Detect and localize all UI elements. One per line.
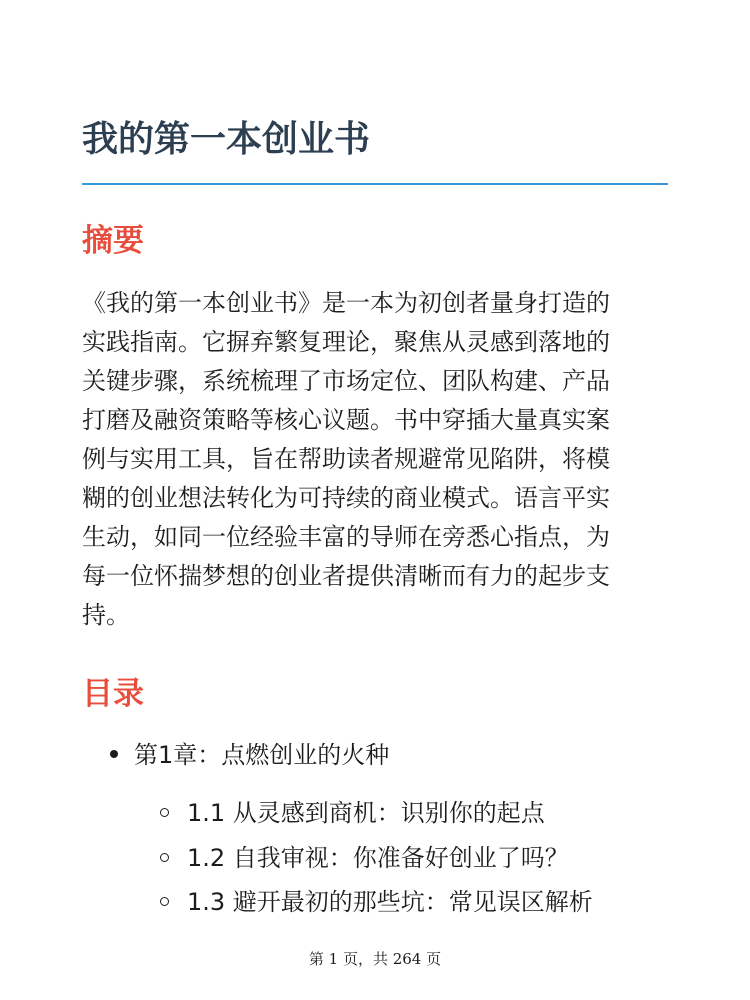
bullet-disc-icon bbox=[110, 750, 118, 758]
toc-section-label: 1.2 自我审视：你准备好创业了吗？ bbox=[187, 844, 569, 872]
toc-section-item[interactable] bbox=[160, 885, 593, 919]
abstract-line: 生动，如同一位经验丰富的导师在旁悉心指点，为 bbox=[82, 523, 610, 551]
bullet-circle-icon bbox=[160, 808, 169, 817]
abstract-paragraph bbox=[82, 284, 682, 635]
abstract-line: 持。 bbox=[82, 601, 130, 629]
abstract-line: 实践指南。它摒弃繁复理论，聚焦从灵感到落地的 bbox=[82, 328, 610, 356]
page-number-footer: 第 1 页，共 264 页 bbox=[308, 950, 442, 968]
toc-section-label: 1.3 避开最初的那些坑：常见误区解析 bbox=[187, 888, 593, 916]
abstract-heading: 摘要 bbox=[82, 223, 144, 259]
toc-chapter-item[interactable] bbox=[110, 738, 389, 772]
toc-heading: 目录 bbox=[82, 676, 144, 712]
abstract-line: 每一位怀揣梦想的创业者提供清晰而有力的起步支 bbox=[82, 562, 610, 590]
abstract-line: 关键步骤，系统梳理了市场定位、团队构建、产品 bbox=[82, 367, 610, 395]
toc-section-item[interactable] bbox=[160, 796, 545, 830]
abstract-line: 打磨及融资策略等核心议题。书中穿插大量真实案 bbox=[82, 406, 610, 434]
toc-section-item[interactable] bbox=[160, 841, 569, 875]
title-divider bbox=[82, 183, 668, 185]
bullet-circle-icon bbox=[160, 853, 169, 862]
bullet-circle-icon bbox=[160, 897, 169, 906]
toc-chapter-label: 第1章：点燃创业的火种 bbox=[134, 741, 390, 769]
abstract-line: 例与实用工具，旨在帮助读者规避常见陷阱，将模 bbox=[82, 445, 610, 473]
abstract-line: 糊的创业想法转化为可持续的商业模式。语言平实 bbox=[82, 484, 610, 512]
abstract-line: 《我的第一本创业书》是一本为初创者量身打造的 bbox=[82, 289, 610, 317]
toc-section-label: 1.1 从灵感到商机：识别你的起点 bbox=[187, 799, 545, 827]
document-title: 我的第一本创业书 bbox=[82, 119, 371, 160]
